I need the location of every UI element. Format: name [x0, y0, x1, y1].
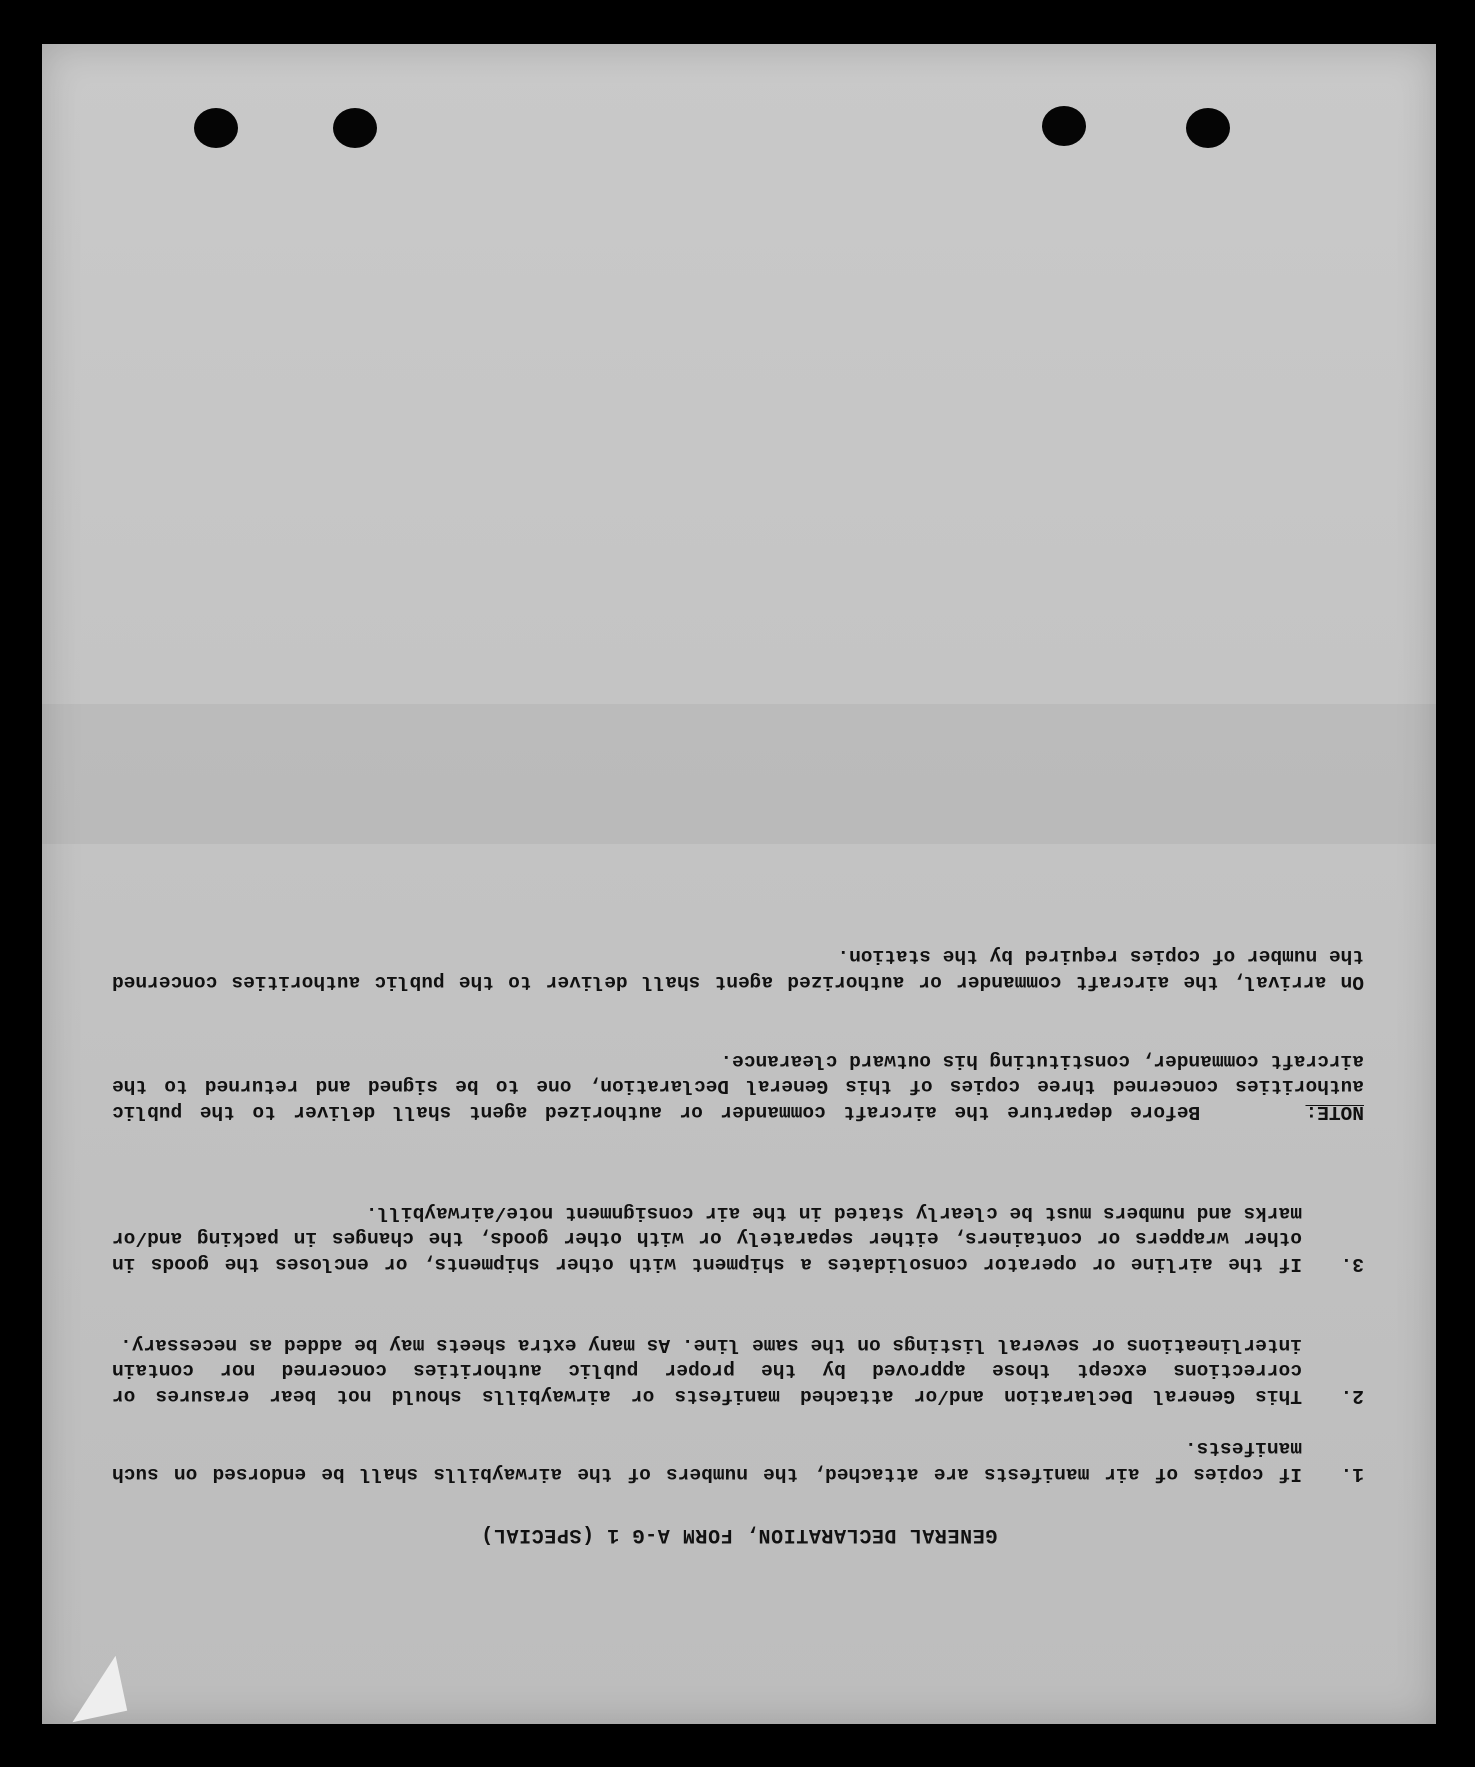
- faint-form-lines: [42, 704, 1436, 844]
- punch-hole-1: [1186, 108, 1230, 148]
- instruction-item-3: [104, 1166, 1364, 1276]
- item-number: 2.: [1340, 1385, 1364, 1407]
- punch-hole-4: [194, 108, 238, 148]
- item-text: This General Declaration and/or attached manifests or airwaybills should not bear erasures or corrections except those approved by the proper public authorities concerned nor contain interlineations or several listings on the same line. As many extra sheets may be added as necessary.: [112, 1333, 1302, 1407]
- punch-hole-3: [333, 108, 377, 148]
- item-number: 3.: [1340, 1253, 1364, 1275]
- paper-sheet: [42, 44, 1436, 1724]
- upside-down-content: [42, 44, 1436, 1724]
- instruction-item-2: [104, 1298, 1364, 1408]
- instruction-item-1: [104, 1430, 1364, 1486]
- item-number: 1.: [1340, 1463, 1364, 1485]
- punch-hole-2: [1042, 106, 1086, 146]
- note-paragraph: [112, 1047, 1364, 1124]
- document-title: GENERAL DECLARATION, FORM A-G 1 (SPECIAL): [480, 1523, 998, 1546]
- arrival-paragraph: On arrival, the aircraft commander or authorized agent shall deliver to the public authorities concerned the number of copies required by the station.: [112, 945, 1364, 993]
- item-text: If copies of air manifests are attached, the numbers of the airwaybills shall be endorsed on such manifests.: [112, 1437, 1302, 1485]
- note-text: Before departure the aircraft commander or authorized agent shall deliver to the public authorities concerned three copies of this General Declaration, one to be signed and returned to the aircraft commander, constituting his outward clearance.: [112, 1049, 1364, 1123]
- item-text: If the airline or operator consolidates a shipment with other shipments, or encloses the goods in other wrappers or containers, either separately or with other goods, the changes in packing and/or marks and numbers must be clearly stated in the air consignment note/airwaybill.: [112, 1201, 1302, 1275]
- note-label: NOTE:: [1305, 1101, 1364, 1123]
